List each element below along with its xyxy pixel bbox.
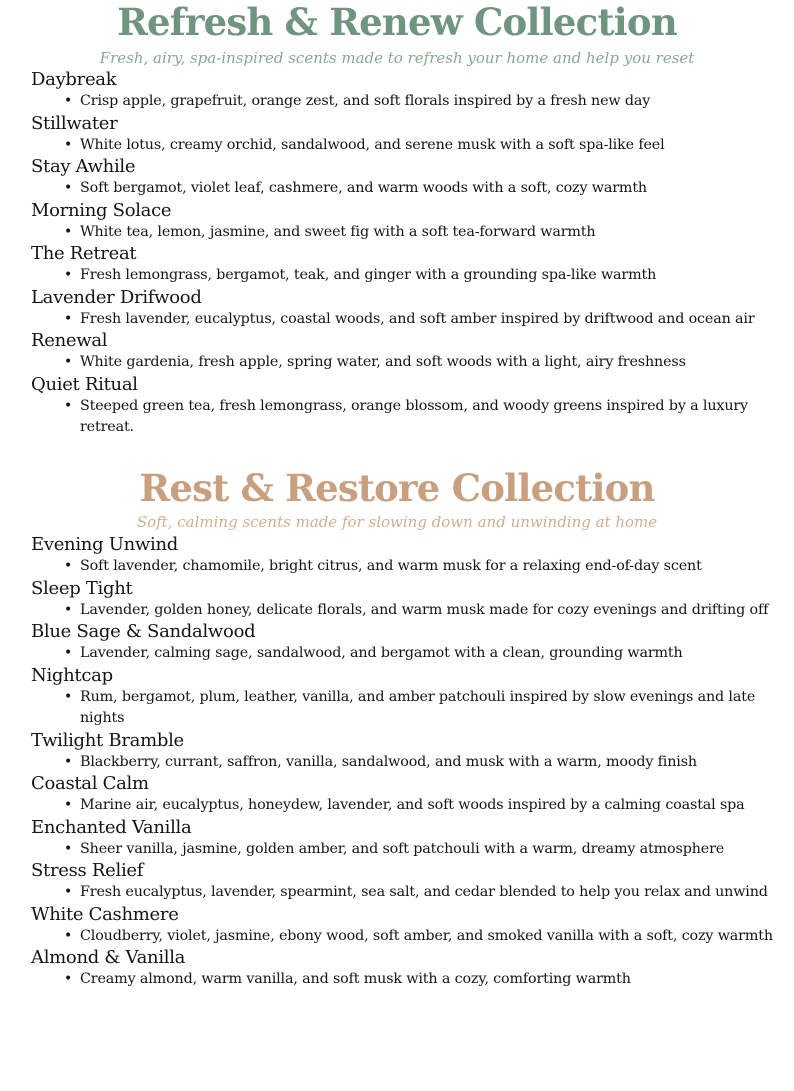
bullet-icon: • xyxy=(64,840,73,857)
refresh-renew-section xyxy=(0,0,794,439)
scent-item xyxy=(0,904,794,948)
scent-description-text: Lavender, calming sage, sandalwood, and bergamot with a clean, grounding warmth xyxy=(80,645,683,661)
refresh-scent-list xyxy=(0,69,794,439)
bullet-icon: • xyxy=(64,688,73,705)
scent-description xyxy=(64,178,792,200)
scent-description-text: Fresh eucalyptus, lavender, spearmint, sea salt, and cedar blended to help you relax and unwind xyxy=(80,884,768,900)
scent-description xyxy=(64,839,792,861)
scent-item xyxy=(0,817,794,861)
scent-description xyxy=(64,882,792,904)
refresh-collection-subtitle: Fresh, airy, spa-inspired scents made to refresh your home and help you reset xyxy=(99,49,695,67)
scent-description xyxy=(64,352,792,374)
bullet-icon: • xyxy=(64,558,73,574)
bullet-icon: • xyxy=(64,267,73,283)
scent-description xyxy=(64,969,792,991)
scent-description xyxy=(64,643,792,665)
bullet-icon: • xyxy=(64,354,73,370)
scent-item xyxy=(0,156,794,200)
scent-item xyxy=(0,287,794,331)
scent-item xyxy=(0,665,794,730)
scent-description-text: Soft bergamot, violet leaf, cashmere, and warm woods with a soft, cozy warmth xyxy=(80,180,647,196)
scent-name: Stillwater xyxy=(31,112,118,134)
scent-description xyxy=(64,556,792,578)
scent-description xyxy=(64,265,792,287)
scent-name: Renewal xyxy=(31,330,108,351)
bullet-icon: • xyxy=(64,927,73,944)
rest-restore-section xyxy=(0,466,794,991)
scent-name: Stay Awhile xyxy=(31,156,136,177)
scent-description-text: Soft lavender, chamomile, bright citrus, and warm musk for a relaxing end-of-day scent xyxy=(80,558,702,574)
scent-name: Coastal Calm xyxy=(31,773,149,794)
scent-name: White Cashmere xyxy=(31,903,179,925)
scent-description xyxy=(64,309,792,331)
bullet-icon: • xyxy=(64,310,73,327)
scent-description xyxy=(64,222,792,244)
bullet-icon: • xyxy=(64,753,73,770)
scent-description xyxy=(64,687,792,730)
scent-item xyxy=(0,578,794,622)
scent-item xyxy=(0,330,794,374)
scent-description-text: White lotus, creamy orchid, sandalwood, and serene musk with a soft spa-like feel xyxy=(80,136,665,153)
bullet-icon: • xyxy=(64,797,73,813)
bullet-icon: • xyxy=(64,884,73,900)
scent-item xyxy=(0,200,794,244)
scent-name: Nightcap xyxy=(31,664,113,686)
scent-name: Morning Solace xyxy=(31,199,172,221)
bullet-icon: • xyxy=(64,971,73,987)
bullet-icon: • xyxy=(64,93,73,109)
scent-name: Evening Unwind xyxy=(31,534,178,555)
scent-name: The Retreat xyxy=(31,243,137,264)
scent-description xyxy=(64,795,792,817)
scent-description-text: Blackberry, currant, saffron, vanilla, sandalwood, and musk with a warm, moody finish xyxy=(80,753,697,770)
bullet-icon: • xyxy=(64,645,73,661)
bullet-icon: • xyxy=(64,223,73,240)
scent-description xyxy=(64,600,792,622)
rest-collection-title: Rest & Restore Collection xyxy=(139,466,655,510)
scent-description xyxy=(64,135,792,157)
scent-description-text: Steeped green tea, fresh lemongrass, orange blossom, and woody greens inspired by a luxury retreat. xyxy=(80,397,748,435)
scent-description xyxy=(64,752,792,774)
scent-name: Quiet Ritual xyxy=(31,373,138,395)
scent-item xyxy=(0,374,794,439)
scent-name: Daybreak xyxy=(31,69,117,90)
bullet-icon: • xyxy=(64,180,73,196)
scent-description xyxy=(64,91,792,113)
scent-description-text: Fresh lemongrass, bergamot, teak, and ginger with a grounding spa-like warmth xyxy=(80,267,657,283)
scent-item xyxy=(0,243,794,287)
scent-description-text: Creamy almond, warm vanilla, and soft musk with a cozy, comforting warmth xyxy=(80,971,631,987)
scent-item xyxy=(0,113,794,157)
scent-item xyxy=(0,534,794,578)
scent-description-text: Marine air, eucalyptus, honeydew, lavender, and soft woods inspired by a calming coastal spa xyxy=(80,797,745,813)
scent-description-text: Fresh lavender, eucalyptus, coastal woods, and soft amber inspired by driftwood and ocean air xyxy=(80,310,755,327)
scent-item xyxy=(0,69,794,113)
scent-description-text: White gardenia, fresh apple, spring water, and soft woods with a light, airy freshness xyxy=(80,354,686,370)
scent-description-text: White tea, lemon, jasmine, and sweet fig with a soft tea-forward warmth xyxy=(80,223,596,240)
scent-description-text: Crisp apple, grapefruit, orange zest, and soft florals inspired by a fresh new day xyxy=(80,93,651,109)
scent-description-text: Cloudberry, violet, jasmine, ebony wood, soft amber, and smoked vanilla with a soft, cozy warmth xyxy=(80,927,773,944)
scent-description xyxy=(64,926,792,948)
scent-description-text: Sheer vanilla, jasmine, golden amber, and soft patchouli with a warm, dreamy atmosphere xyxy=(80,840,725,857)
bullet-icon: • xyxy=(64,601,73,618)
scent-item xyxy=(0,773,794,817)
refresh-collection-title: Refresh & Renew Collection xyxy=(117,0,677,44)
scent-name: Sleep Tight xyxy=(31,577,133,599)
scent-item xyxy=(0,730,794,774)
scent-item xyxy=(0,947,794,991)
rest-scent-list xyxy=(0,534,794,991)
bullet-icon: • xyxy=(64,136,73,153)
scent-name: Enchanted Vanilla xyxy=(31,816,192,838)
scent-name: Stress Relief xyxy=(31,860,144,881)
scent-description-text: Lavender, golden honey, delicate florals, and warm musk made for cozy evenings and drifting off xyxy=(80,601,769,618)
rest-collection-subtitle: Soft, calming scents made for slowing down and unwinding at home xyxy=(136,513,658,531)
scent-name: Twilight Bramble xyxy=(31,729,184,751)
scent-name: Almond & Vanilla xyxy=(31,947,186,968)
scent-item xyxy=(0,621,794,665)
scent-item xyxy=(0,860,794,904)
scent-name: Lavender Drifwood xyxy=(31,286,202,308)
bullet-icon: • xyxy=(64,397,73,414)
scent-name: Blue Sage & Sandalwood xyxy=(31,621,256,642)
scent-description xyxy=(64,396,792,439)
scent-description-text: Rum, bergamot, plum, leather, vanilla, and amber patchouli inspired by slow evenings and late nights xyxy=(80,688,756,726)
